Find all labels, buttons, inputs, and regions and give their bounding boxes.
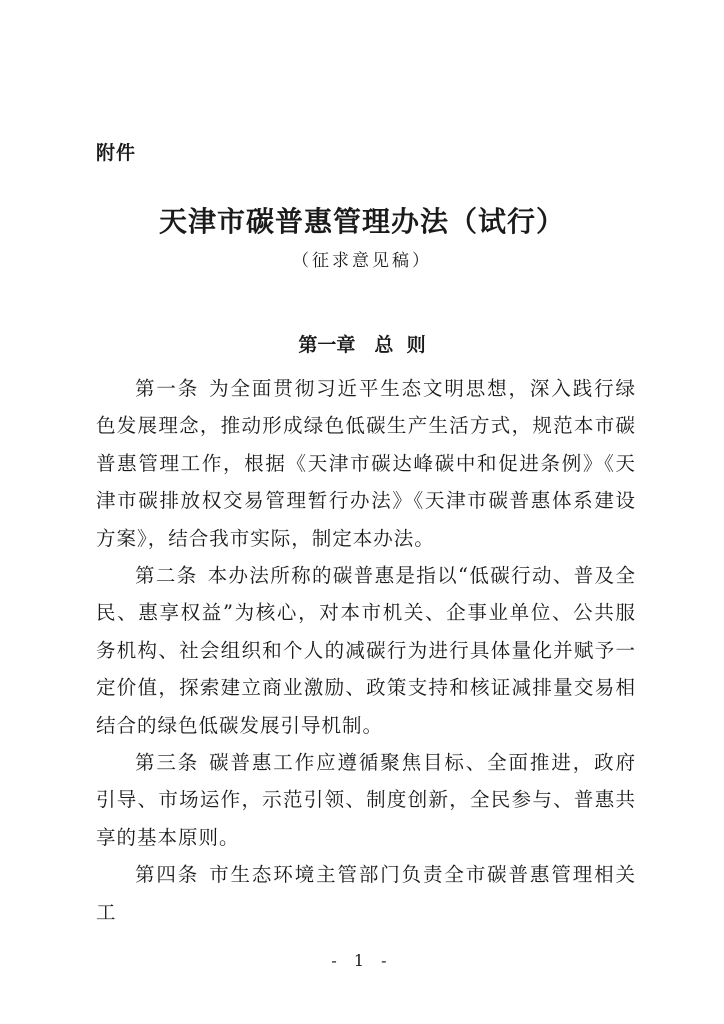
page-number: - 1 - bbox=[331, 951, 393, 970]
article-3 bbox=[96, 744, 636, 856]
article-number: 第四条 bbox=[135, 863, 200, 887]
article-text: 本办法所称的碳普惠是指以“低碳行动、普及全民、惠享权益”为核心，对本市机关、企事业单位、公共服务机构、社会组织和个人的减碳行为进行具体量化并赋予一定价值，探索建立商业激励、政策支持和核证减排量交易相结合的绿色低碳发展引导机制。 bbox=[96, 564, 636, 737]
article-number: 第三条 bbox=[135, 751, 200, 775]
document-title: 天津市碳普惠管理办法（试行） bbox=[158, 205, 565, 238]
article-number: 第一条 bbox=[135, 377, 200, 400]
chapter-heading: 第一章 总 则 bbox=[298, 334, 426, 356]
document-subtitle: （征求意见稿） bbox=[292, 251, 432, 271]
article-2 bbox=[96, 557, 636, 744]
article-number: 第二条 bbox=[135, 564, 198, 588]
attachment-label: 附件 bbox=[96, 142, 137, 164]
article-1 bbox=[96, 370, 636, 557]
article-text: 碳普惠工作应遵循聚焦目标、全面推进，政府引导、市场运作，示范引领、制度创新，全民参与、普惠共享的基本原则。 bbox=[96, 751, 636, 849]
article-4 bbox=[96, 856, 636, 931]
article-text: 为全面贯彻习近平生态文明思想，深入践行绿色发展理念，推动形成绿色低碳生产生活方式，规范本市碳普惠管理工作，根据《天津市碳达峰碳中和促进条例》《天津市碳排放权交易管理暂行办法》《天津市碳普惠体系建设方案》，结合我市实际，制定本办法。 bbox=[96, 377, 636, 550]
article-text: 市生态环境主管部门负责全市碳普惠管理相关工 bbox=[96, 863, 636, 924]
document-body bbox=[96, 370, 636, 931]
